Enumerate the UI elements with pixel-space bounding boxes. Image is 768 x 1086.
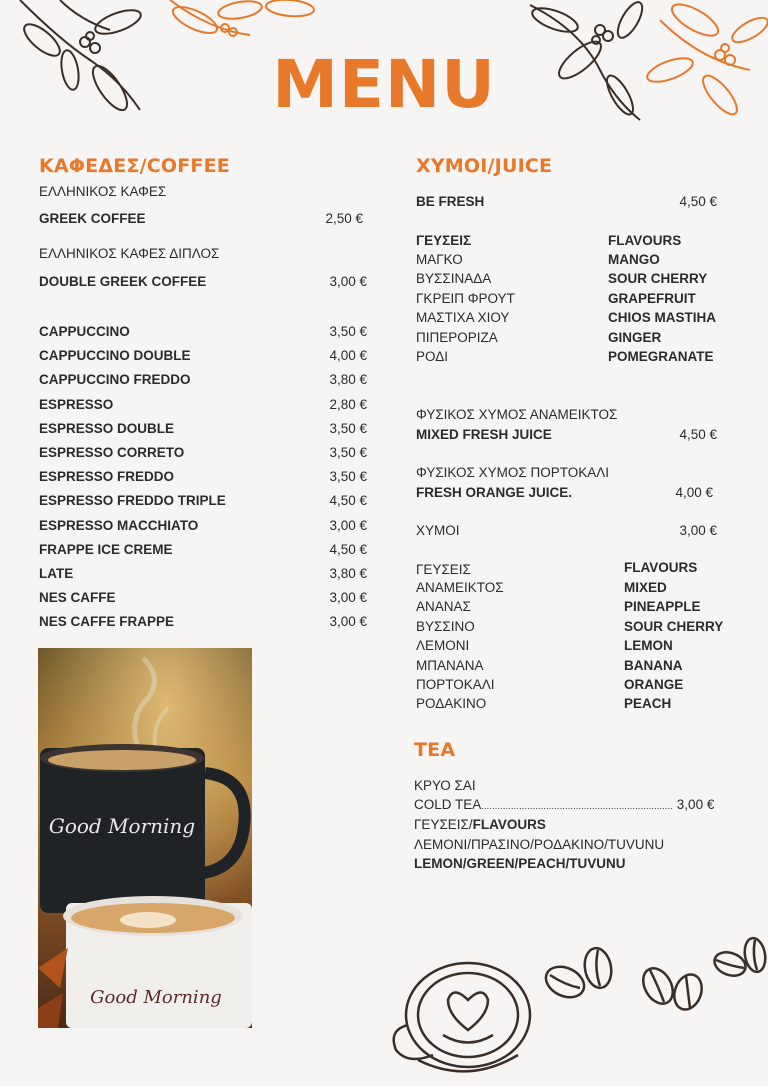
coffee-item-price: 2,80 €	[329, 397, 367, 412]
flavours-greek-header: ΓΕΥΣΕΙΣ	[416, 233, 472, 248]
flavour-greek: ΡΟΔΙ	[416, 349, 448, 364]
coffee-item-price: 3,80 €	[329, 372, 367, 387]
coffee-item-name: LATE	[39, 566, 74, 581]
coffee-item-name: ESPRESSO MACCHIATO	[39, 518, 199, 533]
mug-text-2: Good Morning	[90, 987, 222, 1008]
tea-flavours-label-en: FLAVOURS	[472, 817, 546, 832]
page-title: MENU	[272, 46, 496, 123]
be-fresh-price: 4,50 €	[679, 194, 717, 209]
be-fresh-name: BE FRESH	[416, 194, 485, 209]
coffee-item-name: NES CAFFE FRAPPE	[39, 614, 175, 629]
flavour-greek: ΜΑΓΚΟ	[416, 252, 463, 267]
flavour-greek: ΛΕΜΟΝΙ	[416, 638, 470, 653]
coffee-item-name: GREEK COFFEE	[39, 211, 146, 226]
coffee-item-name: CAPPUCCINO FREDDO	[39, 372, 191, 387]
tea-price: 3,00 €	[676, 797, 715, 812]
coffee-item-price: 3,00 €	[329, 518, 367, 533]
flavour-english: BANANA	[624, 658, 683, 673]
juice-heading: ΧΥΜΟΙ/JUICE	[416, 155, 553, 177]
coffee-greek-name: ΕΛΛΗΝΙΚΟΣ ΚΑΦΕΣ ΔΙΠΛΟΣ	[39, 246, 220, 261]
flavour-greek: ΒΥΣΣΙΝΑΔΑ	[416, 271, 492, 286]
tea-name: COLD TEA	[414, 797, 482, 812]
coffee-item-price: 3,50 €	[329, 421, 367, 436]
flavour-greek: ΓΚΡΕΙΠ ΦΡΟΥΤ	[416, 291, 515, 306]
flavour-greek: ΑΝΑΜΕΙΚΤΟΣ	[416, 580, 504, 595]
mixed-juice-name: MIXED FRESH JUICE	[416, 427, 552, 442]
flavour-english: PINEAPPLE	[624, 599, 701, 614]
tea-flavours-english: LEMON/GREEN/PEACH/TUVUNU	[414, 856, 626, 871]
juices-name: ΧΥΜΟΙ	[416, 523, 460, 538]
coffee-item-price: 3,50 €	[329, 445, 367, 460]
mixed-juice-price: 4,50 €	[679, 427, 717, 442]
coffee-item-price: 3,50 €	[329, 324, 367, 339]
mixed-juice-greek: ΦΥΣΙΚΟΣ ΧΥΜΟΣ ΑΝΑΜΕΙΚΤΟΣ	[416, 407, 618, 422]
coffee-item-price: 3,00 €	[329, 614, 367, 629]
tea-greek-name: ΚΡΥΟ ΣΑΙ	[414, 778, 476, 793]
coffee-item-name: CAPPUCCINO DOUBLE	[39, 348, 191, 363]
flavour-english: ORANGE	[624, 677, 684, 692]
coffee-item-price: 4,50 €	[329, 542, 367, 557]
flavour-greek: ΑΝΑΝΑΣ	[416, 599, 471, 614]
tea-line	[414, 798, 714, 812]
orange-juice-price: 4,00 €	[675, 485, 713, 500]
coffee-item-name: ESPRESSO DOUBLE	[39, 421, 175, 436]
coffee-heading: ΚΑΦΕΔΕΣ/COFFEE	[39, 155, 230, 177]
tea-heading: TEA	[414, 739, 456, 761]
coffee-greek-name: ΕΛΛΗΝΙΚΟΣ ΚΑΦΕΣ	[39, 184, 167, 199]
coffee-item-name: ESPRESSO FREDDO	[39, 469, 175, 484]
flavour-english: GRAPEFRUIT	[608, 291, 696, 306]
flavours-greek-header: ΓΕΥΣΕΙΣ	[416, 562, 471, 577]
orange-juice-name: FRESH ORANGE JUICE.	[416, 485, 573, 500]
flavours-english-header: FLAVOURS	[608, 233, 682, 248]
coffee-item-name: ESPRESSO	[39, 397, 114, 412]
coffee-item-price: 3,80 €	[329, 566, 367, 581]
flavour-greek: ΠΙΠΕΡΟΡΙΖΑ	[416, 330, 498, 345]
flavour-english: PEACH	[624, 696, 672, 711]
flavour-greek: ΜΠΑΝΑΝΑ	[416, 658, 484, 673]
coffee-beans-icon	[540, 930, 768, 1020]
flavour-english: LEMON	[624, 638, 673, 653]
coffee-item-price: 3,50 €	[329, 469, 367, 484]
coffee-item-price: 3,00 €	[329, 274, 367, 289]
coffee-item-name: CAPPUCCINO	[39, 324, 130, 339]
coffee-item-price: 3,00 €	[329, 590, 367, 605]
flavour-greek: ΠΟΡΤΟΚΑΛΙ	[416, 677, 495, 692]
flavour-greek: ΡΟΔΑΚΙΝΟ	[416, 696, 487, 711]
mug-text-1: Good Morning	[48, 814, 196, 838]
flavour-greek: ΜΑΣΤΙΧΑ ΧΙΟΥ	[416, 310, 510, 325]
tea-flavours-label	[414, 818, 546, 832]
latte-cup-icon	[388, 955, 538, 1085]
flavour-english: MIXED	[624, 580, 667, 595]
coffee-item-name: NES CAFFE	[39, 590, 116, 605]
orange-juice-greek: ΦΥΣΙΚΟΣ ΧΥΜΟΣ ΠΟΡΤΟΚΑΛΙ	[416, 465, 610, 480]
coffee-mugs-photo	[38, 648, 252, 1028]
flavours-english-header: FLAVOURS	[624, 560, 698, 575]
tea-flavours-label-gr: ΓΕΥΣΕΙΣ/	[414, 817, 473, 832]
flavour-english: GINGER	[608, 330, 662, 345]
tea-dots: .......................................................................	[481, 801, 674, 811]
coffee-item-name: ESPRESSO CORRETO	[39, 445, 185, 460]
flavour-english: CHIOS MASTIHA	[608, 310, 716, 325]
flavour-english: SOUR CHERRY	[608, 271, 708, 286]
flavour-greek: ΒΥΣΣΙΝΟ	[416, 619, 475, 634]
coffee-item-name: DOUBLE GREEK COFFEE	[39, 274, 207, 289]
coffee-item-price: 4,00 €	[329, 348, 367, 363]
coffee-item-price: 4,50 €	[329, 493, 367, 508]
coffee-item-name: ESPRESSO FREDDO TRIPLE	[39, 493, 226, 508]
flavour-english: SOUR CHERRY	[624, 619, 724, 634]
coffee-item-price: 2,50 €	[325, 211, 363, 226]
flavour-english: MANGO	[608, 252, 660, 267]
juices-price: 3,00 €	[679, 523, 717, 538]
tea-flavours-greek: ΛΕΜΟΝΙ/ΠΡΑΣΙΝΟ/ΡΟΔΑΚΙΝΟ/TUVUNU	[414, 837, 665, 852]
coffee-item-name: FRAPPE ICE CREME	[39, 542, 173, 557]
flavour-english: POMEGRANATE	[608, 349, 714, 364]
